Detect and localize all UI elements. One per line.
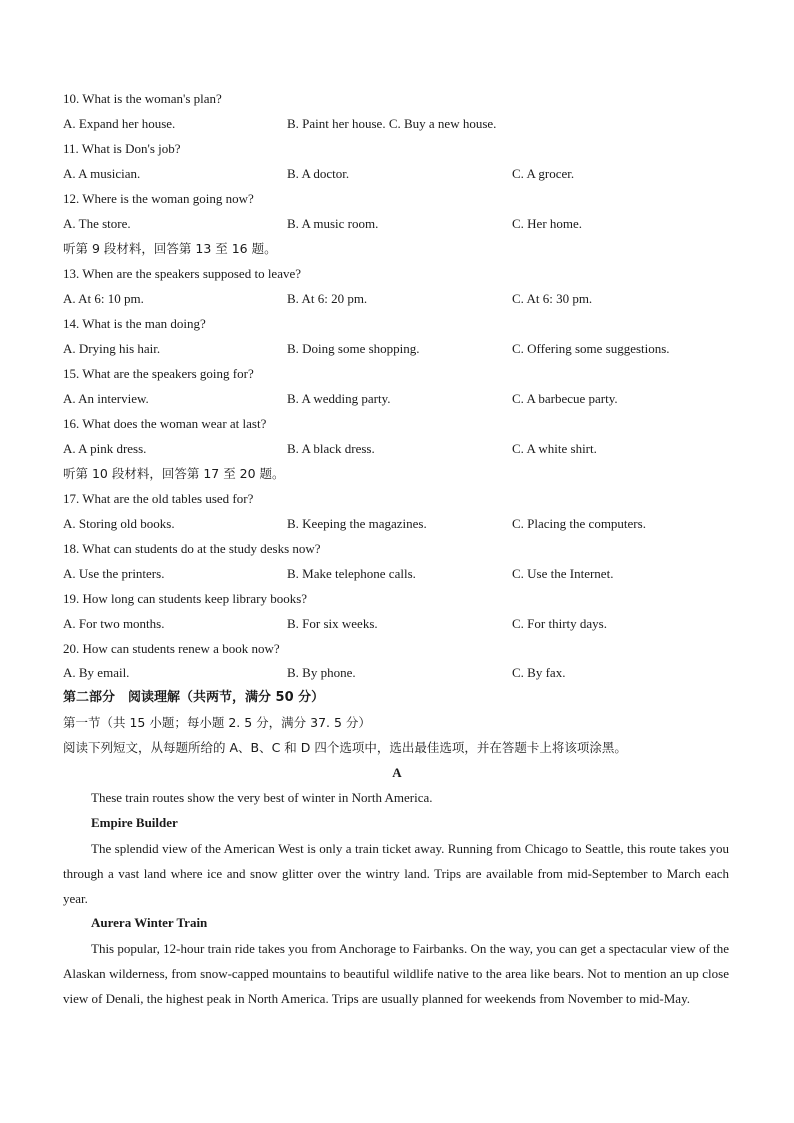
options-11 — [63, 166, 743, 182]
options-18 — [63, 566, 743, 582]
options-19 — [63, 616, 743, 632]
options-13 — [63, 291, 743, 307]
options-17 — [63, 516, 743, 532]
instruction-section-9: 听第 9 段材料，回答第 13 至 16 题。 — [63, 241, 277, 256]
question-14: 14. What is the man doing? — [63, 316, 206, 331]
question-19: 19. How long can students keep library books? — [63, 591, 308, 606]
question-17: 17. What are the old tables used for? — [63, 491, 254, 506]
instruction-section-10: 听第 10 段材料，回答第 17 至 20 题。 — [63, 466, 285, 481]
question-16: 16. What does the woman wear at last? — [63, 416, 267, 431]
question-20: 20. How can students renew a book now? — [63, 641, 280, 656]
option-c: C. A barbecue party. — [512, 391, 618, 406]
question-11: 11. What is Don's job? — [63, 141, 181, 156]
option-a: A. A musician. — [63, 166, 141, 181]
part2-title: 第二部分 阅读理解（共两节，满分 50 分） — [63, 690, 325, 705]
option-c: C. Her home. — [512, 216, 583, 231]
option-b: B. Doing some shopping. — [287, 341, 420, 356]
option-a: A. At 6: 10 pm. — [63, 291, 144, 306]
option-a: A. Expand her house. — [63, 116, 176, 131]
option-c: C. Use the Internet. — [512, 566, 614, 581]
options-20 — [63, 665, 743, 681]
option-b: B. A music room. — [287, 216, 379, 231]
route2-text: This popular, 12-hour train ride takes you from Anchorage to Fairbanks. On the way, you can get a spectacular view of the Alaskan wilderness, from snow-capped mountains to beautiful wildlife native to the area like bears. Not to mention an up close view of Denali, the highest peak in North America. Trips are usually planned for weekends from November to mid-May. — [63, 941, 729, 1006]
option-b: B. By phone. — [287, 665, 356, 680]
options-10 — [63, 116, 743, 132]
options-16 — [63, 441, 743, 457]
option-c: C. For thirty days. — [512, 616, 607, 631]
option-c: C. A grocer. — [512, 166, 575, 181]
route1-title: Empire Builder — [91, 815, 178, 830]
part2-directions: 阅读下列短文，从每题所给的 A、B、C 和 D 四个选项中，选出最佳选项，并在答题卡上将该项涂黑。 — [63, 740, 627, 755]
options-15 — [63, 391, 743, 407]
option-b: B. Keeping the magazines. — [287, 516, 427, 531]
question-10: 10. What is the woman's plan? — [63, 91, 222, 106]
option-c: C. By fax. — [512, 665, 566, 680]
question-12: 12. Where is the woman going now? — [63, 191, 254, 206]
option-b: B. For six weeks. — [287, 616, 378, 631]
route2-title: Aurera Winter Train — [91, 915, 208, 930]
option-c: C. A white shirt. — [512, 441, 597, 456]
part2-section1: 第一节（共 15 小题；每小题 2. 5 分，满分 37. 5 分） — [63, 715, 371, 730]
option-a: A. By email. — [63, 665, 130, 680]
option-a: A. An interview. — [63, 391, 149, 406]
option-a: A. Use the printers. — [63, 566, 165, 581]
passage-label: A — [392, 765, 402, 780]
option-c: C. Placing the computers. — [512, 516, 646, 531]
question-15: 15. What are the speakers going for? — [63, 366, 254, 381]
option-a: A. Drying his hair. — [63, 341, 161, 356]
option-b: B. At 6: 20 pm. — [287, 291, 368, 306]
option-c: C. At 6: 30 pm. — [512, 291, 593, 306]
option-b: B. A black dress. — [287, 441, 375, 456]
question-18: 18. What can students do at the study desks now? — [63, 541, 321, 556]
option-b: B. Make telephone calls. — [287, 566, 416, 581]
option-bc: B. Paint her house. C. Buy a new house. — [287, 116, 497, 131]
question-13: 13. When are the speakers supposed to leave? — [63, 266, 302, 281]
option-a: A. Storing old books. — [63, 516, 175, 531]
options-12 — [63, 216, 743, 232]
route1-text: The splendid view of the American West is only a train ticket away. Running from Chicago to Seattle, this route takes you through a vast land where ice and snow glitter over the wintry land. Trips are available from mid-September to March each year. — [63, 841, 729, 906]
option-c: C. Offering some suggestions. — [512, 341, 670, 356]
option-a: A. A pink dress. — [63, 441, 147, 456]
passage-intro: These train routes show the very best of winter in North America. — [91, 790, 433, 805]
option-a: A. The store. — [63, 216, 131, 231]
options-14 — [63, 341, 743, 357]
option-a: A. For two months. — [63, 616, 165, 631]
option-b: B. A wedding party. — [287, 391, 391, 406]
option-b: B. A doctor. — [287, 166, 350, 181]
